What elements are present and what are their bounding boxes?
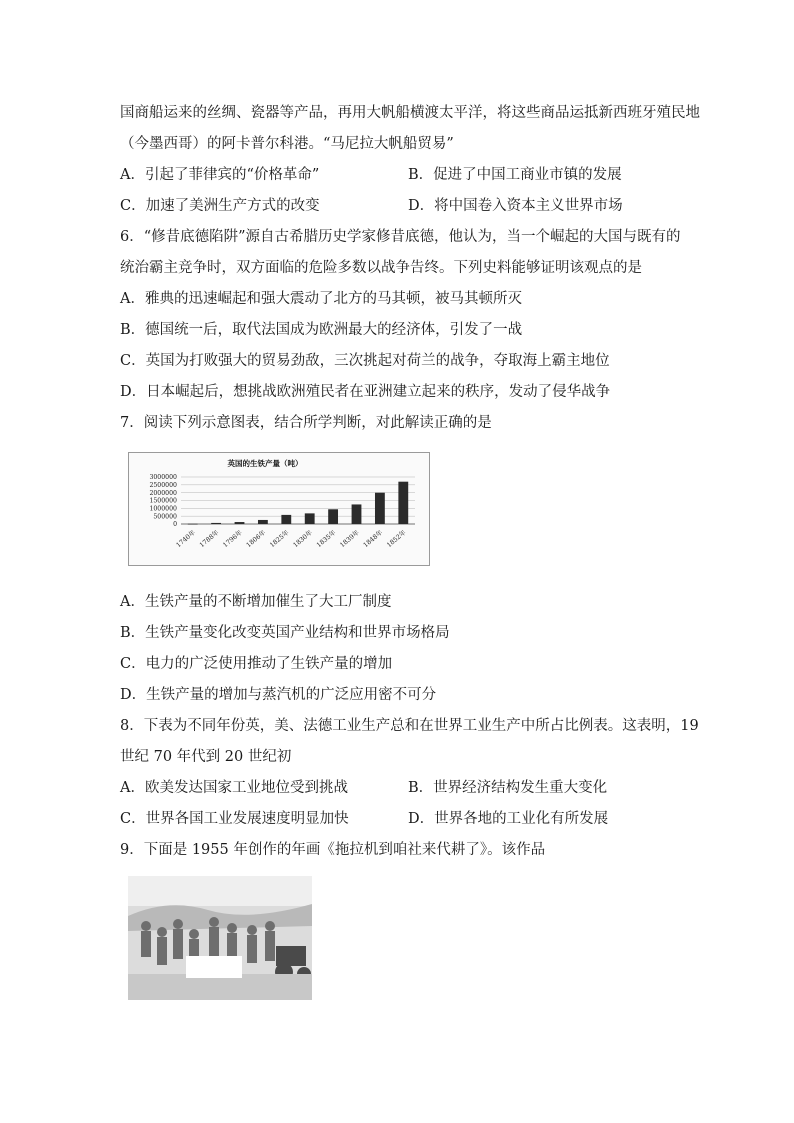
passage-line-2: （今墨西哥）的阿卡普尔科港。“马尼拉大帆船贸易” <box>120 136 454 152</box>
chart-bar <box>305 513 315 524</box>
chart-bar <box>398 482 408 524</box>
chart-bar <box>375 493 385 524</box>
painting-illustration <box>128 876 312 1000</box>
q6-option-d: D．日本崛起后，想挑战欧洲殖民者在亚洲建立起来的秩序，发动了侵华战争 <box>120 384 611 400</box>
chart-x-tick-label: 1835年 <box>314 528 338 550</box>
q8-option-a: A．欧美发达国家工业地位受到挑战 <box>120 780 348 796</box>
chart-y-tick-label: 2000000 <box>149 489 177 497</box>
chart-bar <box>281 515 291 524</box>
q5-option-b: B．促进了中国工商业市镇的发展 <box>408 167 622 183</box>
chart-x-tick-label: 1806年 <box>244 528 268 550</box>
q8-option-c: C．世界各国工业发展速度明显加快 <box>120 811 349 827</box>
q7-option-a: A．生铁产量的不断增加催生了大工厂制度 <box>120 594 392 610</box>
chart-title: 英国的生铁产量（吨） <box>227 459 303 468</box>
q7-stem: 7．阅读下列示意图表，结合所学判断，对此解读正确的是 <box>120 415 492 431</box>
chart-y-tick-label: 3000000 <box>149 474 177 482</box>
chart-bar <box>352 504 362 524</box>
chart-y-tick-label: 2500000 <box>149 482 177 490</box>
chart-bar <box>328 509 338 524</box>
q8-option-b: B．世界经济结构发生重大变化 <box>408 780 608 796</box>
q8-stem-line-1: 8．下表为不同年份英，美、法德工业生产总和在世界工业生产中所占比例表。这表明，19 <box>120 718 699 734</box>
chart-x-tick-label: 1839年 <box>338 528 361 550</box>
chart-y-tick-label: 1000000 <box>149 505 177 513</box>
pig-iron-chart-svg <box>129 453 429 565</box>
passage-line-1: 国商船运来的丝绸、瓷器等产品，再用大帆船横渡太平洋，将这些商品运抵新西班牙殖民地 <box>120 105 700 121</box>
q5-option-a: A．引起了菲律宾的“价格革命” <box>120 167 320 183</box>
chart-x-tick-label: 1788年 <box>197 528 221 550</box>
q5-option-d: D．将中国卷入资本主义世界市场 <box>408 198 623 214</box>
q8-stem-line-2: 世纪 70 年代到 20 世纪初 <box>120 749 292 765</box>
q9-stem: 9．下面是 1955 年创作的年画《拖拉机到咱社来代耕了》。该作品 <box>120 842 546 858</box>
chart-y-tick-label: 1500000 <box>149 497 177 505</box>
q8-option-d: D．世界各地的工业化有所发展 <box>408 811 609 827</box>
pig-iron-chart <box>128 452 430 566</box>
q5-option-c: C．加速了美洲生产方式的改变 <box>120 198 320 214</box>
q6-stem-line-2: 统治霸主竞争时，双方面临的危险多数以战争告终。下列史料能够证明该观点的是 <box>120 260 642 276</box>
chart-x-tick-label: 1830年 <box>291 528 314 550</box>
chart-x-tick-label: 1848年 <box>361 528 385 550</box>
chart-x-tick-label: 1825年 <box>268 528 291 550</box>
chart-x-tick-label: 1796年 <box>221 528 244 550</box>
q6-option-b: B．德国统一后，取代法国成为欧洲最大的经济体，引发了一战 <box>120 322 523 338</box>
q7-option-b: B．生铁产量变化改变英国产业结构和世界市场格局 <box>120 625 450 641</box>
q6-option-c: C．英国为打败强大的贸易劲敌，三次挑起对荷兰的战争，夺取海上霸主地位 <box>120 353 610 369</box>
chart-x-tick-label: 1740年 <box>174 528 197 550</box>
chart-y-tick-label: 500000 <box>153 513 177 521</box>
new-year-painting-image <box>128 876 312 1000</box>
q6-option-a: A．雅典的迅速崛起和强大震动了北方的马其顿，被马其顿所灭 <box>120 291 522 307</box>
chart-bar <box>188 524 198 525</box>
q6-stem-line-1: 6．“修昔底德陷阱”源自古希腊历史学家修昔底德，他认为，当一个崛起的大国与既有的 <box>120 229 681 245</box>
chart-bar <box>258 520 268 524</box>
q7-option-d: D．生铁产量的增加与蒸汽机的广泛应用密不可分 <box>120 687 437 703</box>
chart-y-tick-label: 0 <box>173 521 177 529</box>
chart-x-tick-label: 1852年 <box>385 528 408 550</box>
chart-bar <box>211 523 221 524</box>
q7-option-c: C．电力的广泛使用推动了生铁产量的增加 <box>120 656 393 672</box>
chart-bar <box>235 522 245 524</box>
